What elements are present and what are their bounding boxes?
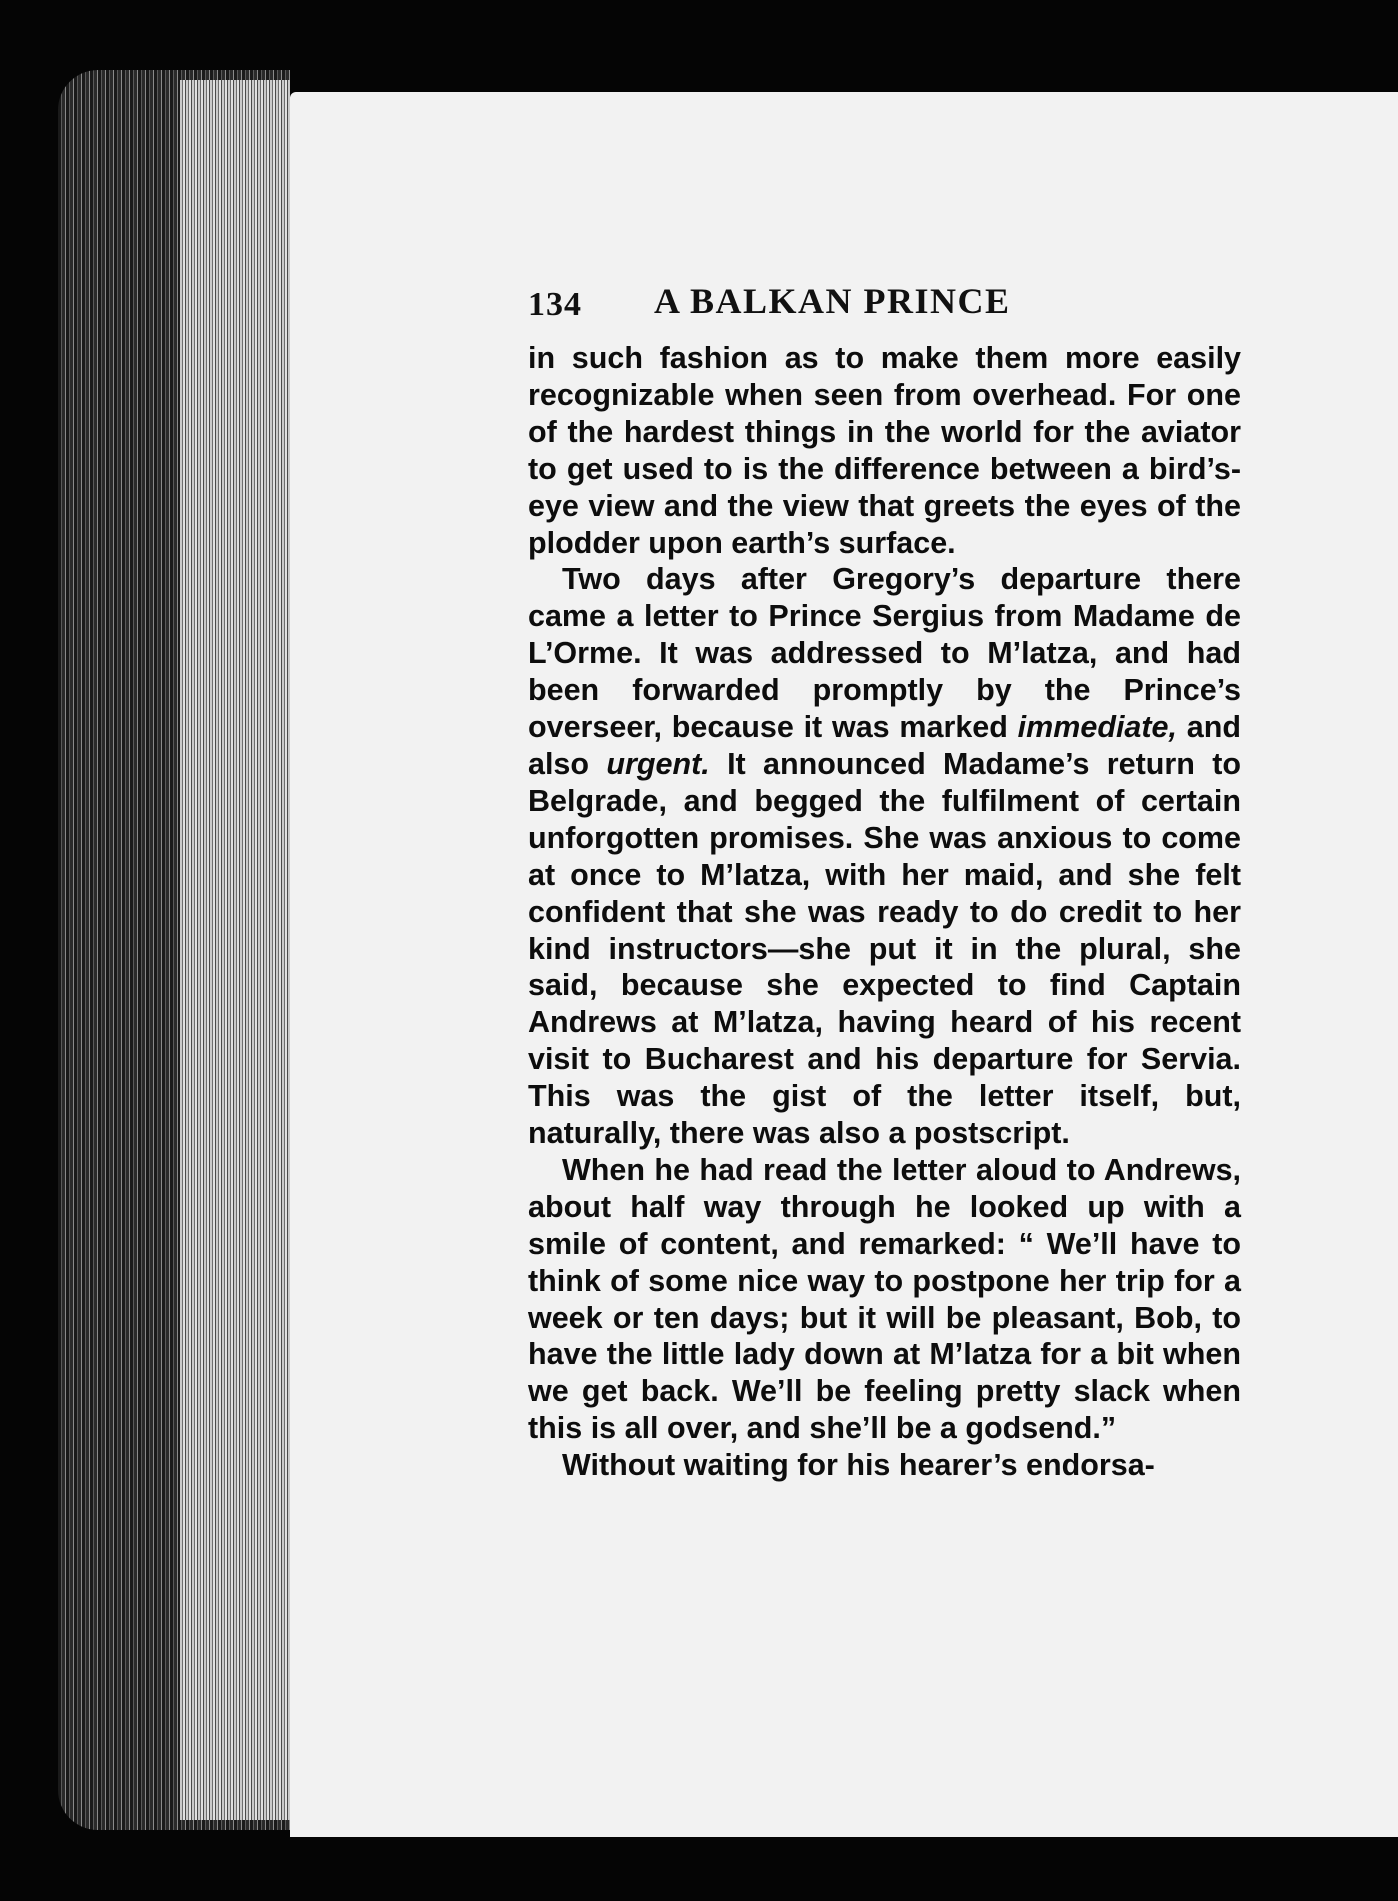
running-head <box>528 276 1241 340</box>
text-segment: When he had read the letter aloud to Andrews, about half way through he looked up with a smile of content, and remarked: “ We’ll have to think of some nice way to postpone her trip for a week or ten days; but it will be pleasant, Bob, to have the little lady down at M’latza for a bit when we get back. We’ll be feeling pretty slack when this is all over, and she’ll be a godsend.” <box>528 1152 1241 1446</box>
book-page <box>290 92 1398 1837</box>
italic-text: urgent. <box>606 746 710 781</box>
paragraph <box>528 1447 1241 1484</box>
running-head-title: A BALKAN PRINCE <box>654 281 1011 321</box>
italic-text: immediate, <box>1017 710 1177 745</box>
book-page-edges-highlight <box>180 80 290 1820</box>
paragraph <box>528 340 1241 561</box>
page-number: 134 <box>528 286 582 323</box>
paragraph <box>528 561 1241 1152</box>
text-segment: in such fashion as to make them more easily recognizable when seen from overhead. For one of the hardest things in the world for the aviator to get used to is the difference between a bird’s-eye view and the view that greets the eyes of the plodder upon earth’s surface. <box>528 341 1241 560</box>
paragraph <box>528 1152 1241 1447</box>
page-content <box>528 276 1241 1484</box>
text-segment: It announced Madame’s return to Belgrade, and begged the fulfilment of certain unforgotten promises. She was anxious to come at once to M’latza, with her maid, and she felt confident that she was ready to do credit to her kind instructors—she put it in the plural, she said, because she expected to find Captain Andrews at M’latza, having heard of his recent visit to Bucharest and his departure for Servia. This was the gist of the letter itself, but, naturally, there was also a postscript. <box>528 746 1241 1151</box>
text-segment: Without waiting for his hearer’s endorsa- <box>562 1448 1155 1483</box>
text-segment: and also <box>528 710 1241 781</box>
body-text <box>528 340 1241 1484</box>
text-segment: Two days after Gregory’s departure there came a letter to Prince Sergius from Madame de L’Orme. It was addressed to M’latza, and had been forwarded promptly by the Prince’s overseer, because it was marked <box>528 562 1241 745</box>
